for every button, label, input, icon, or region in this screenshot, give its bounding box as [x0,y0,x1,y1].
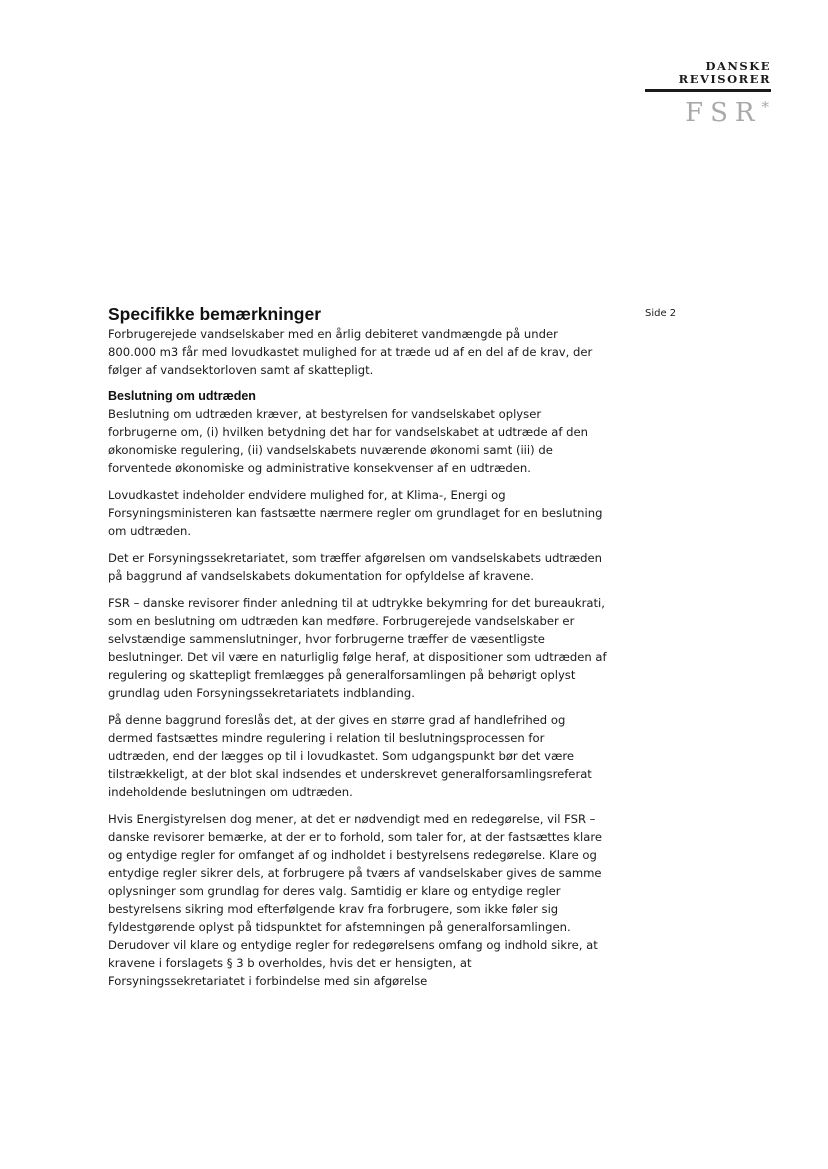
paragraph-requirements: Beslutning om udtræden kræver, at bestyrelsen for vandselskabet oplyser forbrugerne om, (i) hvilken betydning det har for vandselskabet at udtræde af den økonomiske regulering, (ii) vandselskabets nuværende økonomi samt (iii) de forventede økonomiske og administrative konsekvenser af en udtræden. [108,407,589,475]
paragraph-bureaucracy-concern: FSR – danske revisorer finder anledning til at udtrykke bekymring for det bureaukrati, som en beslutning om udtræden kan medføre. Forbrugerejede vandselskaber er selvstændige sammenslutninger, hvor forbrugerne træffer de væsentligste beslutninger. Det vil være en naturliglig følge heraf, at dispositioner som udtræden af regulering og skattepligt fremlægges på generalforsamlingen på behørigt oplyst grundlag uden Forsyningssekretariatets indblanding. [108,596,607,700]
paragraph-decision-authority: Det er Forsyningssekretariatet, som træffer afgørelsen om vandselskabets udtræden på baggrund af vandselskabets dokumentation for opfyldelse af kravene. [108,551,602,583]
fsr-logo [645,60,771,126]
page-number: Side 2 [645,308,677,319]
logo-mark [645,94,771,126]
logo-mark-text: FSR [685,98,762,128]
logo-line-danske: DANSKE [705,59,771,73]
paragraph-clear-rules: Hvis Energistyrelsen dog mener, at det er nødvendigt med en redegørelse, vil FSR – danske revisorer bemærke, at der er to forhold, som taler for, at der fastsættes klare og entydige regler for omfanget af og indholdet i bestyrelsens redegørelse. Klare og entydige regler sikrer dels, at forbrugere på tværs af vandselskaber gives de samme oplysninger som grundlag for deres valg. Samtidig er klare og entydige regler bestyrelsens sikring mod efterfølgende krav fra forbrugere, som ikke føler sig fyldestgørende oplyst på tidspunktet for afstemningen på generalforsamlingen. Derudover vil klare og entydige regler for redegørelsens omfang og indhold sikre, at kravene i forslagets § 3 b overholdes, hvis det er hensigten, at Forsyningssekretariatet i forbindelse med sin afgørelse [108,812,602,988]
paragraph-ministerial-rules: Lovudkastet indeholder endvidere mulighed for, at Klima-, Energi og Forsyningsministeren kan fastsætte nærmere regler om grundlaget for en beslutning om udtræden. [108,488,603,538]
section-heading: Specifikke bemærkninger [108,304,321,324]
logo-divider [645,89,771,92]
subsection-heading: Beslutning om udtræden [108,389,256,403]
document-body [108,303,608,999]
paragraph-proposal: På denne baggrund foreslås det, at der gives en større grad af handlefrihed og dermed fastsættes mindre regulering i relation til beslutningsprocessen for udtræden, end der lægges op til i lovudkastet. Som udgangspunkt bør det være tilstrækkeligt, at der blot skal indsendes et underskrevet generalforsamlingsreferat indeholdende beslutningen om udtræden. [108,713,592,799]
logo-star-icon: * [761,98,769,116]
intro-paragraph: Forbrugerejede vandselskaber med en årlig debiteret vandmængde på under 800.000 m3 får med lovudkastet mulighed for at træde ud af en del af de krav, der følger af vandsektorloven samt af skattepligt. [108,327,593,377]
logo-line-revisorer: REVISORER [678,72,771,86]
